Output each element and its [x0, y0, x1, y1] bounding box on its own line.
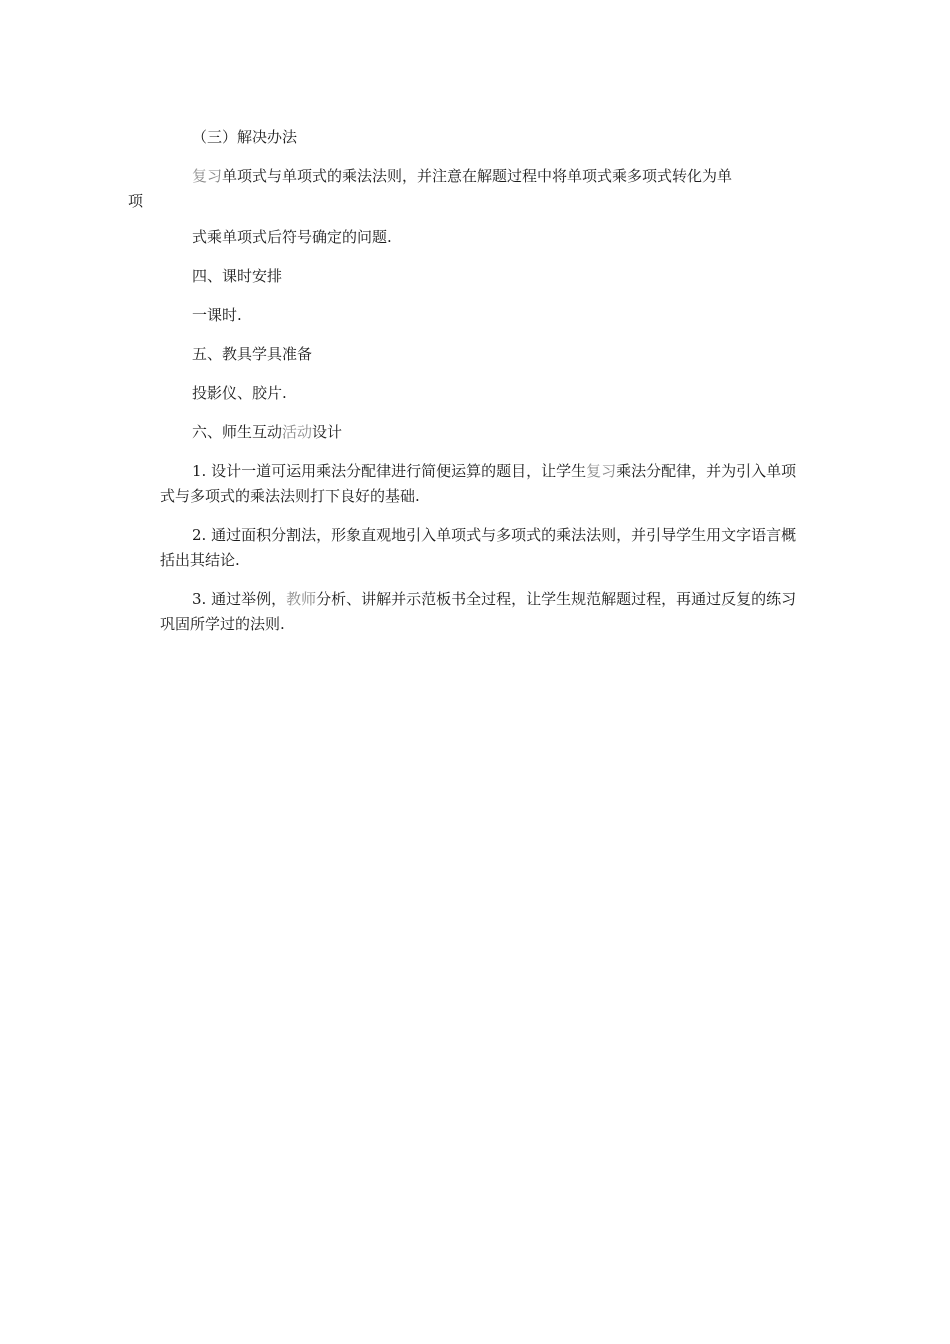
section-title-text: （三）解决办法 [192, 128, 298, 146]
paragraph-materials [160, 381, 800, 406]
review-link[interactable]: 复习 [192, 167, 223, 185]
heading-materials [160, 342, 800, 367]
heading-schedule [160, 264, 800, 289]
list-item-3 [160, 587, 800, 637]
list-item-2-text: 2. 通过面积分割法，形象直观地引入单项式与多项式的乘法法则，并引导学生用文字语言概括出其结论. [160, 526, 797, 569]
list-item-1-after: 乘法分配律，并为引入单项式与多项式的乘法法则打下良好的基础. [160, 462, 797, 505]
paragraph-materials-text: 投影仪、胶片. [192, 384, 287, 402]
paragraph-sign-problem [160, 225, 800, 250]
review-link-2[interactable]: 复习 [586, 462, 617, 480]
paragraph-schedule [160, 303, 800, 328]
section-title [160, 125, 800, 150]
list-item-2 [160, 523, 800, 573]
teacher-link[interactable]: 教师 [286, 590, 317, 608]
paragraph-solution-wrap: 项 [128, 192, 144, 210]
paragraph-sign-problem-text: 式乘单项式后符号确定的问题. [192, 228, 392, 246]
heading-activity-design [160, 420, 800, 445]
heading-activity-before: 六、师生互动 [192, 423, 283, 441]
list-item-1 [160, 459, 800, 509]
heading-materials-text: 五、教具学具准备 [192, 345, 313, 363]
list-item-3-after: 分析、讲解并示范板书全过程，让学生规范解题过程，再通过反复的练习巩固所学过的法则. [160, 590, 797, 633]
paragraph-solution [128, 164, 800, 214]
heading-schedule-text: 四、课时安排 [192, 267, 283, 285]
heading-activity-after: 设计 [312, 423, 343, 441]
paragraph-schedule-text: 一课时. [192, 306, 242, 324]
activity-link[interactable]: 活动 [282, 423, 313, 441]
list-item-1-before: 1. 设计一道可运用乘法分配律进行简便运算的题目，让学生 [192, 462, 587, 480]
paragraph-solution-text: 单项式与单项式的乘法法则，并注意在解题过程中将单项式乘多项式转化为单 [222, 167, 733, 185]
document-body [128, 125, 800, 651]
list-item-3-before: 3. 通过举例， [192, 590, 287, 608]
